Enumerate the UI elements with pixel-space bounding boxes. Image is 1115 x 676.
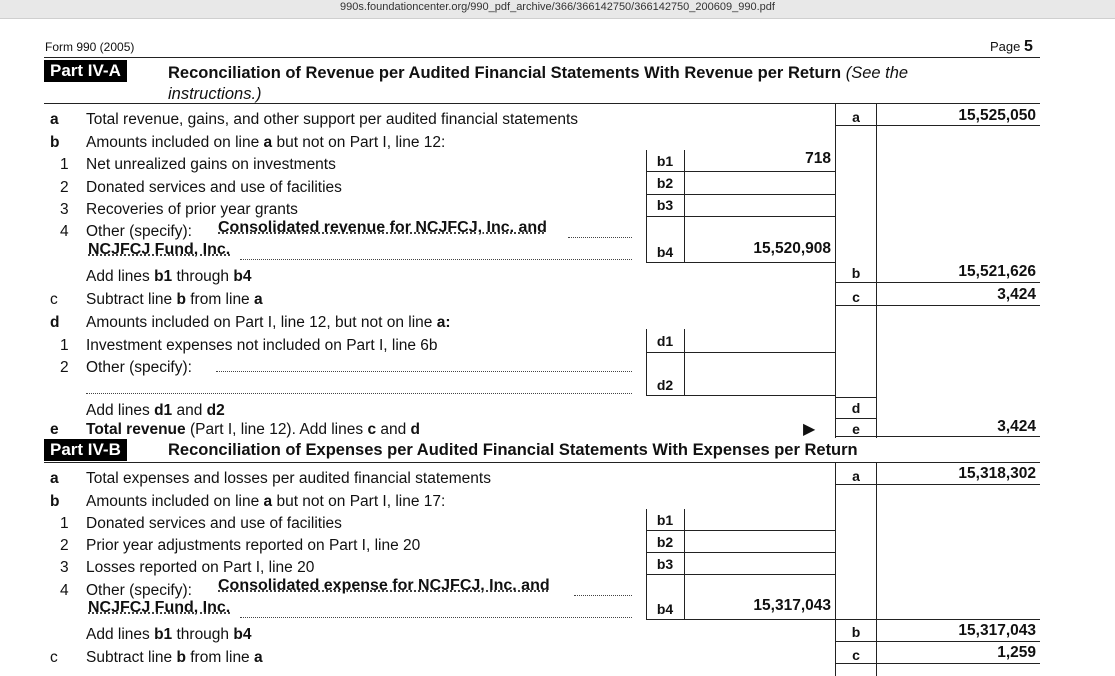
row-dadd-t3: and xyxy=(172,402,207,419)
row-b-key: b xyxy=(50,134,60,151)
b-rule-b1 xyxy=(646,530,835,531)
rule-d1 xyxy=(646,352,835,353)
row-b-text-2: but not on Part I, line 12: xyxy=(272,134,446,151)
b-row-b-text-1: Amounts included on line xyxy=(86,493,264,510)
b-dots-b4-a xyxy=(574,595,632,596)
b-row-b4-spec-2: NCJFCJ Fund, Inc. xyxy=(88,599,231,616)
b-row-c-t4: a xyxy=(254,649,263,666)
rule-b-top xyxy=(835,282,1040,283)
dots-b4-a xyxy=(568,237,632,238)
row-b1-text: Net unrealized gains on investments xyxy=(86,156,336,173)
page-number xyxy=(990,38,1033,56)
row-d2-text: Other (specify): xyxy=(86,359,192,376)
b-row-c-t3: from line xyxy=(185,649,254,666)
row-b1-key: 1 xyxy=(60,156,69,173)
row-b-text-1: Amounts included on line xyxy=(86,134,264,151)
page-value: 5 xyxy=(1024,38,1033,55)
part-iva-rule xyxy=(44,103,1040,104)
rule-b2 xyxy=(646,194,835,195)
sub-col-divider xyxy=(684,150,685,262)
row-c-t4: a xyxy=(254,291,263,308)
b-row-b1-ref: b1 xyxy=(656,512,674,528)
row-d1-key: 1 xyxy=(60,337,69,354)
b-row-badd-amount: 15,317,043 xyxy=(958,622,1036,639)
rule-d2 xyxy=(646,395,835,396)
part-ivb-badge: Part IV-B xyxy=(44,439,127,461)
row-badd-t1: Add lines xyxy=(86,268,155,285)
row-dadd-t1: Add lines xyxy=(86,402,155,419)
b-row-c-amount: 1,259 xyxy=(997,644,1036,661)
b-row-a-amount: 15,318,302 xyxy=(958,465,1036,482)
rule-a xyxy=(835,125,1040,126)
b-row-badd-t1: Add lines xyxy=(86,626,155,643)
sub-col-d-left xyxy=(646,329,647,396)
b-row-b4-text: Other (specify): xyxy=(86,582,192,599)
b-row-b4-amount: 15,317,043 xyxy=(753,597,831,614)
row-b-text xyxy=(86,134,445,152)
b-row-b-text-bold: a xyxy=(263,493,273,510)
b-row-a-key: a xyxy=(50,470,59,487)
b-row-b4-key: 4 xyxy=(60,582,69,599)
b-rule-c xyxy=(835,663,1040,664)
row-b1-ref: b1 xyxy=(656,153,674,169)
row-badd-t3: through xyxy=(172,268,234,285)
b-row-badd-t2: b1 xyxy=(154,626,173,643)
row-c-ref: c xyxy=(852,289,860,305)
row-c-key: c xyxy=(50,291,58,308)
row-b1-amount: 718 xyxy=(805,150,831,167)
b-row-b2-key: 2 xyxy=(60,537,69,554)
part-iva-title-text: Reconciliation of Revenue per Audited Financial Statements With Revenue per Return xyxy=(168,64,842,82)
dots-d2-a xyxy=(216,371,632,372)
row-e-key: e xyxy=(50,421,59,438)
b-rule-b3 xyxy=(646,574,835,575)
b-dots-b4-b xyxy=(240,617,632,618)
row-a-key: a xyxy=(50,111,59,128)
sub-col-left xyxy=(646,150,647,262)
row-a-ref: a xyxy=(852,109,860,125)
row-c-t1: Subtract line xyxy=(86,291,177,308)
row-d-key: d xyxy=(50,314,60,331)
part-iva-note: (See the xyxy=(845,64,909,82)
part-ivb-rule xyxy=(44,462,1040,463)
b-row-b2-ref: b2 xyxy=(656,534,674,550)
row-d2-key: 2 xyxy=(60,359,69,376)
row-c-t2: b xyxy=(176,291,186,308)
row-b4-text: Other (specify): xyxy=(86,223,192,240)
row-e-t3: c xyxy=(367,421,377,438)
b-row-c-key: c xyxy=(50,649,58,666)
form-id: Form 990 (2005) xyxy=(45,40,135,54)
row-badd-ref: b xyxy=(851,265,861,281)
row-b4-spec-2: NCJFCJ Fund, Inc. xyxy=(88,241,231,258)
row-b4-key: 4 xyxy=(60,223,69,240)
row-a-amount: 15,525,050 xyxy=(958,107,1036,124)
b-rule-b-top xyxy=(835,619,1040,620)
row-d1-text: Investment expenses not included on Part I, line 6b xyxy=(86,337,438,354)
b-rule-b4 xyxy=(646,619,835,620)
b-row-c-t2: b xyxy=(176,649,186,666)
b-row-c-t1: Subtract line xyxy=(86,649,177,666)
form-page xyxy=(0,19,1115,676)
row-b4-amount: 15,520,908 xyxy=(753,240,831,257)
row-badd-text xyxy=(86,268,251,286)
b-row-b-key: b xyxy=(50,493,60,510)
b-ref-col-left xyxy=(835,463,836,676)
row-badd-t2: b1 xyxy=(154,268,173,285)
sub-col-d-divider xyxy=(684,329,685,396)
row-b2-ref: b2 xyxy=(656,175,674,191)
part-iva-note-2: instructions.) xyxy=(168,85,262,103)
b-row-c-text xyxy=(86,649,263,667)
row-dadd-text xyxy=(86,402,225,420)
row-d-t1: Amounts included on Part I, line 12, but not on line xyxy=(86,314,437,331)
b-sub-col-divider xyxy=(684,509,685,619)
part-ivb-title: Reconciliation of Expenses per Audited Financial Statements With Expenses per Return xyxy=(168,441,858,459)
dots-b4-b xyxy=(240,259,632,260)
row-d1-ref: d1 xyxy=(656,333,674,349)
row-c-text xyxy=(86,291,263,309)
row-e-amount: 3,424 xyxy=(997,418,1036,435)
row-d-text xyxy=(86,314,451,332)
b-row-b1-key: 1 xyxy=(60,515,69,532)
row-e-t5: d xyxy=(410,421,421,438)
row-b4-ref: b4 xyxy=(656,244,674,260)
row-dadd-t4: d2 xyxy=(206,402,225,419)
row-d2-ref: d2 xyxy=(656,377,674,393)
browser-titlebar xyxy=(0,0,1115,19)
row-b3-key: 3 xyxy=(60,201,69,218)
rule-b xyxy=(835,305,1040,306)
b-row-b-text-2: but not on Part I, line 17: xyxy=(272,493,446,510)
b-row-b4-spec-1: Consolidated expense for NCJFCJ, Inc. and xyxy=(218,577,550,594)
rule-b4 xyxy=(646,262,835,263)
row-b-text-bold: a xyxy=(263,134,273,151)
header-rule xyxy=(44,57,1040,58)
b-row-badd-ref: b xyxy=(851,624,861,640)
row-c-t3: from line xyxy=(185,291,254,308)
dots-d2-b xyxy=(86,393,632,394)
b-row-b3-text: Losses reported on Part I, line 20 xyxy=(86,559,315,576)
b-row-a-text: Total expenses and losses per audited financial statements xyxy=(86,470,491,487)
row-e-t4: and xyxy=(376,421,411,438)
row-e-t1: Total revenue xyxy=(86,421,186,438)
b-row-b2-text: Prior year adjustments reported on Part I, line 20 xyxy=(86,537,421,554)
row-badd-amount: 15,521,626 xyxy=(958,263,1036,280)
arrow-icon: ▶ xyxy=(803,421,816,438)
b-ref-col-right xyxy=(876,463,877,676)
b-rule-b xyxy=(835,641,1040,642)
b-rule-b2 xyxy=(646,552,835,553)
row-b3-ref: b3 xyxy=(656,197,674,213)
b-row-badd-text xyxy=(86,626,251,644)
b-row-badd-t4: b4 xyxy=(233,626,252,643)
rule-b1 xyxy=(646,171,835,172)
row-b2-text: Donated services and use of facilities xyxy=(86,179,342,196)
part-iva-title xyxy=(168,64,908,83)
page-label: Page xyxy=(990,39,1021,54)
rule-d xyxy=(835,418,876,419)
row-e-text xyxy=(86,421,420,439)
row-c-amount: 3,424 xyxy=(997,286,1036,303)
row-b4-spec-1: Consolidated revenue for NCJFCJ, Inc. and xyxy=(218,219,547,236)
b-row-a-ref: a xyxy=(852,468,860,484)
b-row-c-ref: c xyxy=(852,647,860,663)
b-rule-a xyxy=(835,484,1040,485)
row-d-t2: a: xyxy=(436,314,451,331)
b-row-b4-ref: b4 xyxy=(656,601,674,617)
url-label: 990s.foundationcenter.org/990_pdf_archive/366/366142750/366142750_200609_990.pdf xyxy=(340,1,775,13)
row-b2-key: 2 xyxy=(60,179,69,196)
row-b3-text: Recoveries of prior year grants xyxy=(86,201,298,218)
b-row-b3-key: 3 xyxy=(60,559,69,576)
row-badd-t4: b4 xyxy=(233,268,252,285)
row-dadd-ref: d xyxy=(851,400,861,416)
b-sub-col-left xyxy=(646,509,647,619)
row-dadd-t2: d1 xyxy=(154,402,173,419)
rule-b3 xyxy=(646,216,835,217)
b-row-badd-t3: through xyxy=(172,626,234,643)
b-row-b-text xyxy=(86,493,445,511)
row-a-text: Total revenue, gains, and other support per audited financial statements xyxy=(86,111,579,128)
row-e-ref: e xyxy=(852,421,860,437)
b-row-b1-text: Donated services and use of facilities xyxy=(86,515,342,532)
row-e-t2: (Part I, line 12). Add lines xyxy=(185,421,368,438)
rule-d-top xyxy=(835,397,876,398)
b-row-b3-ref: b3 xyxy=(656,556,674,572)
ref-col-right xyxy=(876,104,877,438)
part-iva-badge: Part IV-A xyxy=(44,60,127,82)
